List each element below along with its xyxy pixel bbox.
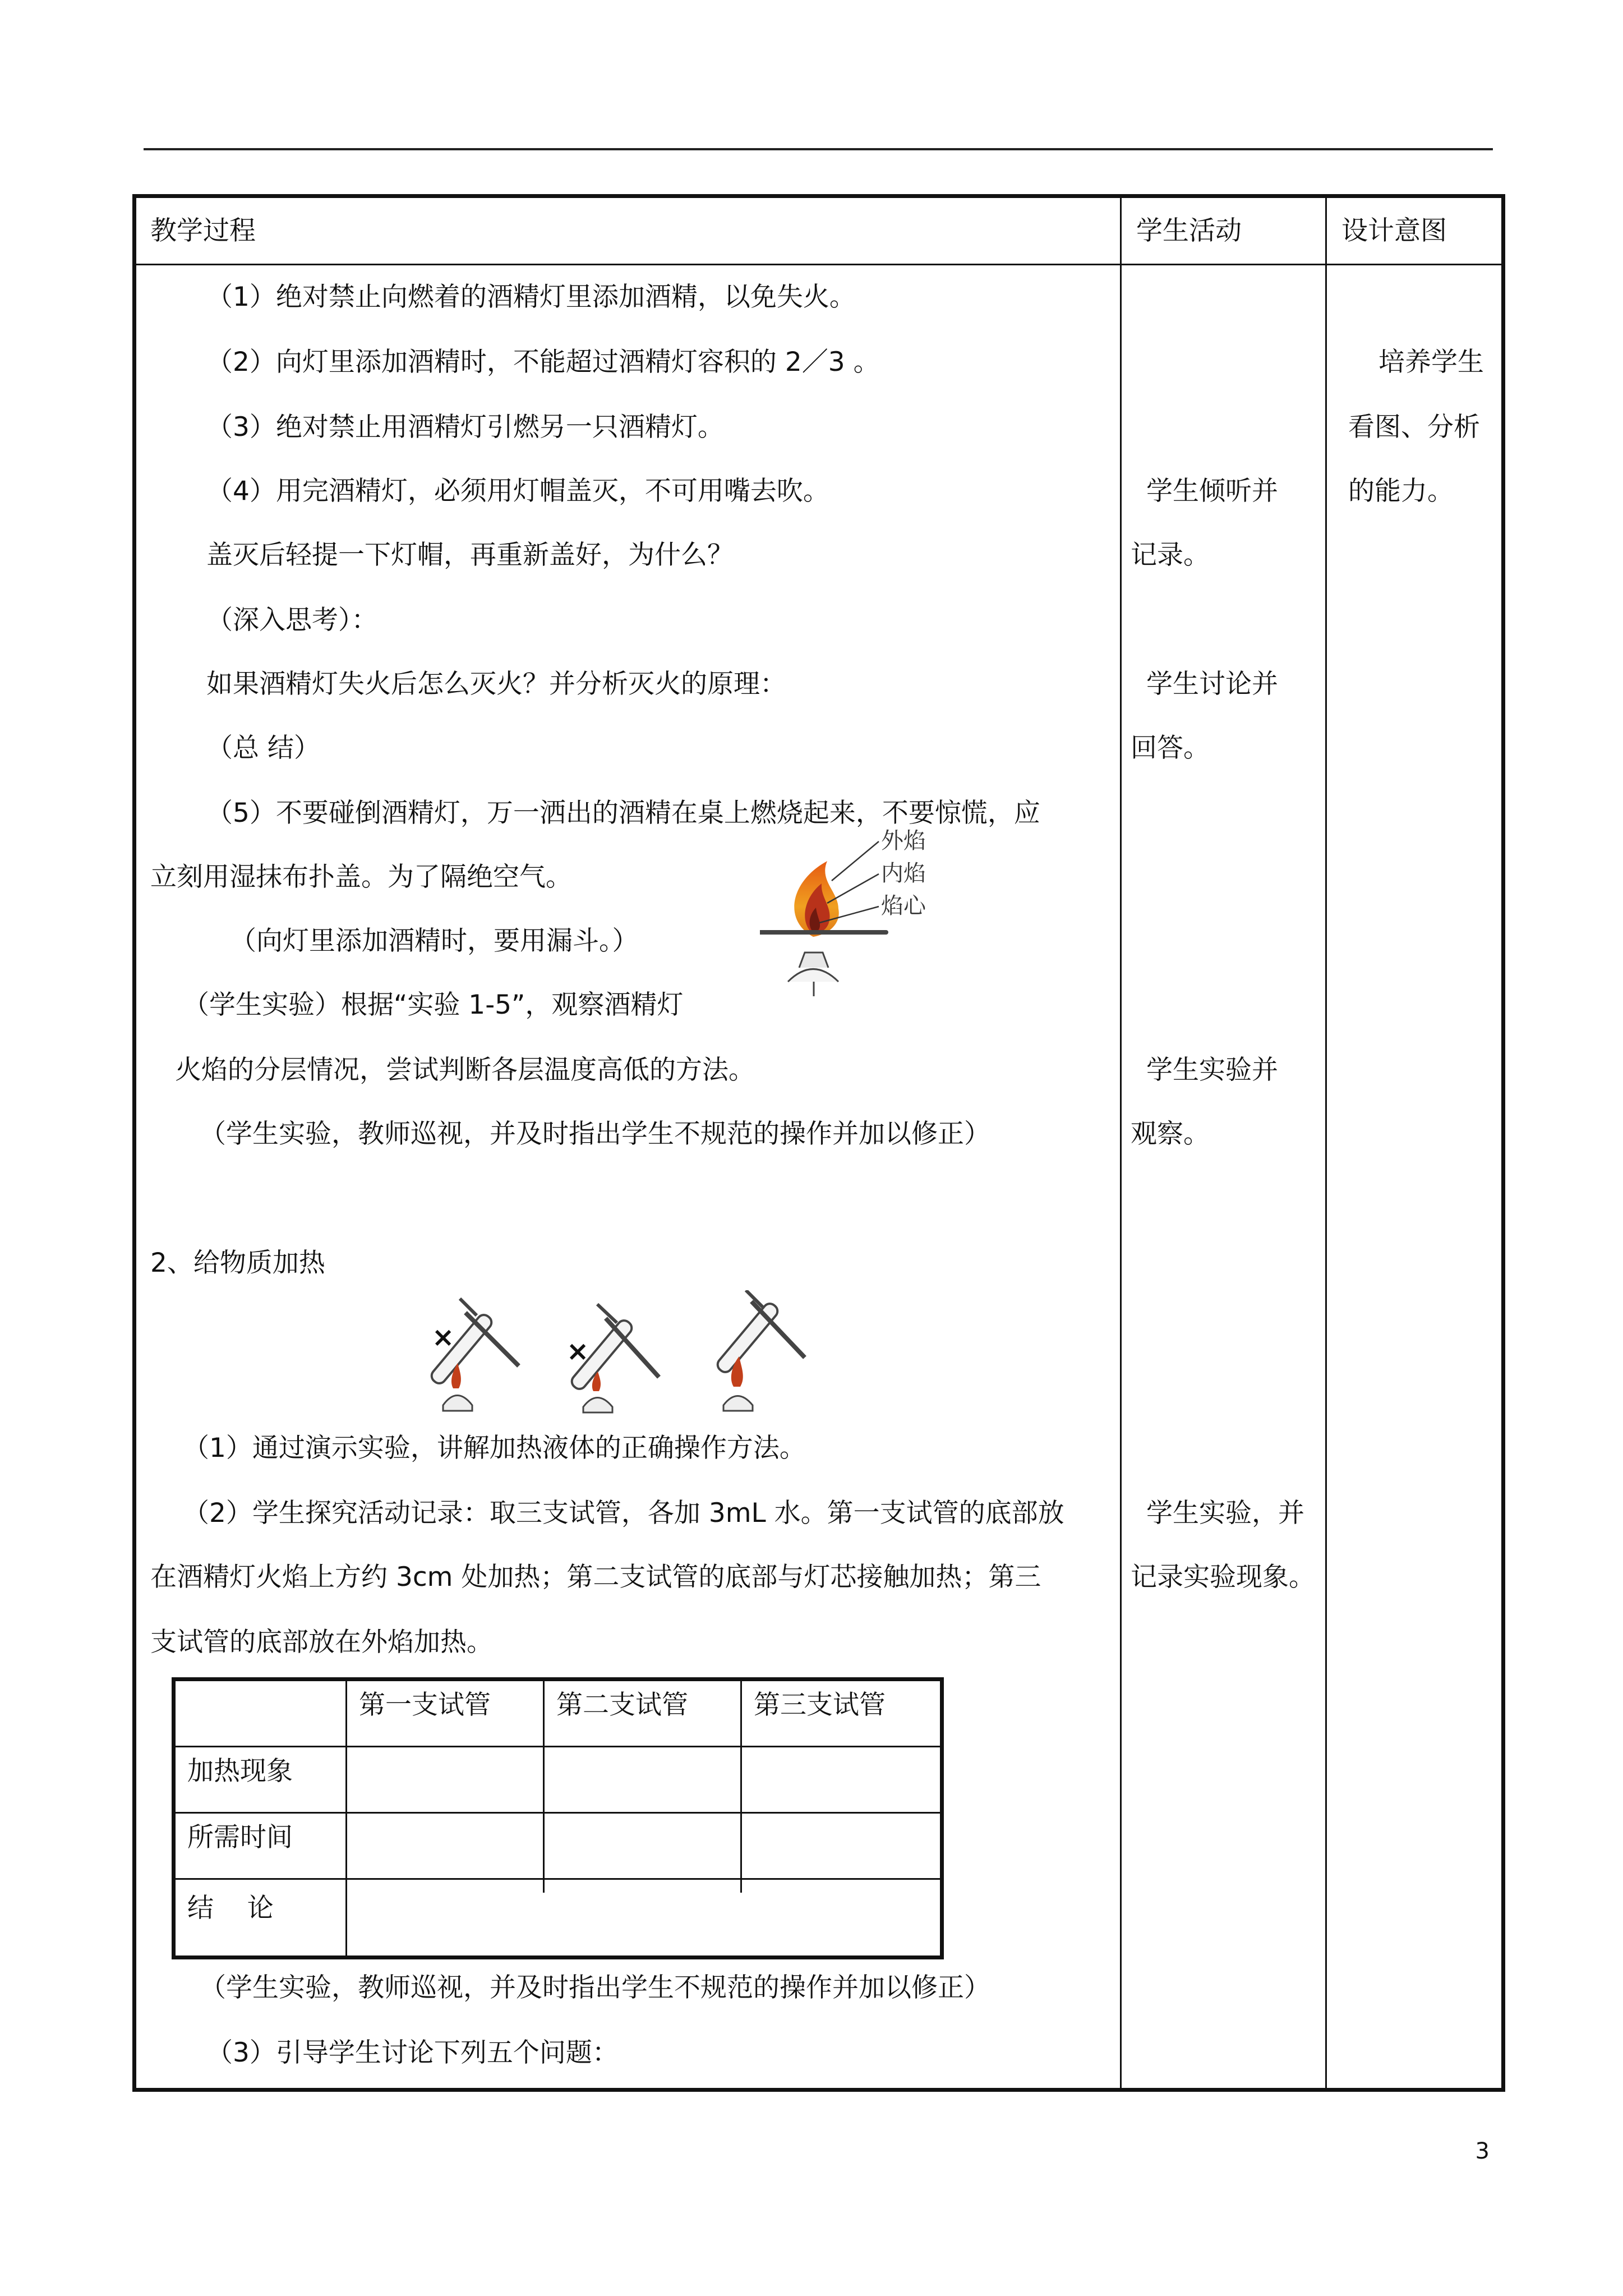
table-row-label-time: 所需时间 [187, 1822, 293, 1853]
wrong-mark-icon: × [432, 1322, 455, 1353]
column-divider-1 [1120, 198, 1122, 2088]
patrol-note-2: （学生实验，教师巡视，并及时指出学生不规范的操作并加以修正） [200, 1972, 990, 2003]
question-lamp-cap: 盖灭后轻提一下灯帽，再重新盖好，为什么？ [206, 540, 734, 570]
test-tube-setup-1 [429, 1299, 519, 1411]
rule-4: （4）用完酒精灯，必须用灯帽盖灭，不可用嘴去吹。 [206, 476, 829, 507]
rule-5-line-1: （5）不要碰倒酒精灯，万一洒出的酒精在桌上燃烧起来，不要惊慌，应 [206, 798, 1040, 829]
experiment-line-1: （学生实验）根据“实验 1-5”，观察酒精灯 [183, 990, 684, 1020]
table-row-label-conclusion: 结 论 [187, 1893, 274, 1924]
activity-4-line-1: 学生实验，并 [1146, 1498, 1304, 1529]
table-header-tube-1: 第一支试管 [359, 1690, 491, 1720]
page-number: 3 [1475, 2138, 1490, 2164]
activity-2-line-2: 回答。 [1131, 733, 1210, 763]
column-divider-2 [1325, 198, 1327, 2088]
alcohol-lamp-icon [723, 1396, 753, 1411]
activity-1-line-2: 记录。 [1131, 540, 1210, 570]
activity-3-line-2: 观察。 [1131, 1119, 1210, 1149]
heating-test-tubes-diagram [415, 1290, 830, 1419]
patrol-note-1: （学生实验，教师巡视，并及时指出学生不规范的操作并加以修正） [200, 1119, 990, 1149]
rule-1: （1）绝对禁止向燃着的酒精灯里添加酒精，以免失火。 [206, 282, 856, 312]
design-intent-line-2: 看图、分析 [1348, 412, 1480, 443]
header-design-intent: 设计意图 [1341, 215, 1447, 246]
rule-3: （3）绝对禁止用酒精灯引燃另一只酒精灯。 [206, 412, 724, 443]
test-tube-setup-3 [715, 1290, 805, 1411]
test-tube-setup-2 [566, 1304, 659, 1412]
activity-3-line-1: 学生实验并 [1146, 1055, 1278, 1085]
activity-2-line-1: 学生讨论并 [1146, 669, 1278, 700]
table-header-tube-2: 第二支试管 [556, 1690, 688, 1720]
record-line-3: 支试管的底部放在外焰加热。 [150, 1627, 493, 1658]
lamp-holder-icon [799, 953, 828, 968]
rule-5-line-2: 立刻用湿抹布扑盖。为了隔绝空气。 [150, 862, 572, 892]
demo-step: （1）通过演示实验，讲解加热液体的正确操作方法。 [183, 1433, 806, 1464]
table-header-tube-3: 第三支试管 [754, 1690, 886, 1720]
alcohol-lamp-icon [583, 1398, 612, 1413]
header-student-activity: 学生活动 [1136, 215, 1242, 246]
flame-label-inner: 内焰 [881, 861, 926, 886]
activity-4-line-2: 记录实验现象。 [1131, 1562, 1315, 1593]
record-line-2: 在酒精灯火焰上方约 3cm 处加热；第二支试管的底部与灯芯接触加热；第三 [150, 1562, 1041, 1593]
alcohol-lamp-icon [443, 1396, 472, 1411]
fire-question: 如果酒精灯失火后怎么灭火？并分析灭火的原理： [206, 669, 786, 700]
rule-2: （2）向灯里添加酒精时，不能超过酒精灯容积的 2／3 。 [206, 347, 880, 378]
lamp-body-icon [788, 969, 838, 982]
activity-1-line-1: 学生倾听并 [1146, 476, 1278, 507]
discuss-step: （3）引导学生讨论下列五个问题： [206, 2037, 619, 2068]
funnel-note: （向灯里添加酒精时，要用漏斗。） [230, 926, 639, 956]
table-row-label-phenomenon: 加热现象 [187, 1756, 293, 1787]
header-divider [136, 264, 1501, 265]
design-intent-line-1: 培养学生 [1378, 347, 1484, 378]
design-intent-line-3: 的能力。 [1348, 476, 1454, 507]
flame-label-outer: 外焰 [881, 828, 926, 854]
flame-label-core: 焰心 [881, 893, 926, 919]
summary-label: （总 结） [206, 733, 320, 763]
section-2-heading: 2、给物质加热 [150, 1248, 325, 1278]
flame-diagram [760, 813, 951, 999]
header-rule [144, 148, 1493, 150]
experiment-line-2: 火焰的分层情况，尝试判断各层温度高低的方法。 [175, 1055, 755, 1085]
header-teaching-process: 教学过程 [150, 215, 256, 246]
deep-think-label: （深入思考）： [206, 605, 378, 636]
record-line-1: （2）学生探究活动记录：取三支试管，各加 3mL 水。第一支试管的底部放 [183, 1498, 1064, 1529]
wrong-mark-icon: × [566, 1336, 589, 1367]
